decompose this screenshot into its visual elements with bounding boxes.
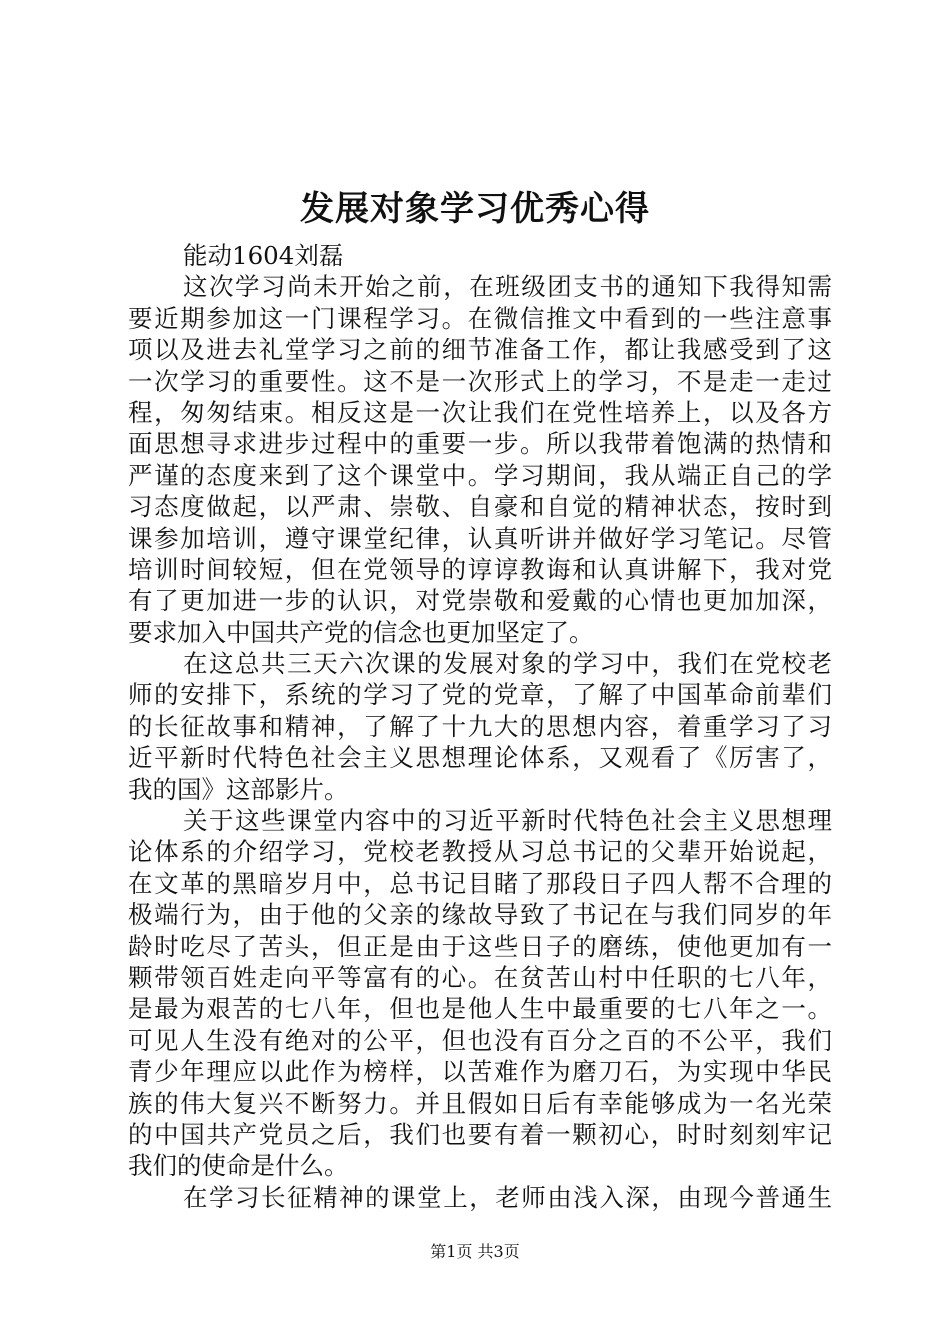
paragraph-line: 的长征故事和精神，了解了十九大的思想内容，着重学习了习 [128, 711, 832, 741]
paragraph-line: 程，匆匆结束。相反这是一次让我们在党性培养上，以及各方 [128, 397, 832, 427]
paragraph-line: 的中国共产党员之后，我们也要有着一颗初心，时时刻刻牢记 [128, 1119, 832, 1149]
paragraph-line: 在文革的黑暗岁月中，总书记目睹了那段日子四人帮不合理的 [128, 868, 832, 898]
paragraph-line: 面思想寻求进步过程中的重要一步。所以我带着饱满的热情和 [128, 429, 832, 459]
paragraph-line: 要近期参加这一门课程学习。在微信推文中看到的一些注意事 [128, 303, 832, 333]
paragraph-line: 项以及进去礼堂学习之前的细节准备工作，都让我感受到了这 [128, 335, 832, 365]
paragraph-line: 关于这些课堂内容中的习近平新时代特色社会主义思想理 [183, 806, 832, 836]
paragraph-line: 习态度做起，以严肃、崇敬、自豪和自觉的精神状态，按时到 [128, 492, 832, 522]
paragraph-line: 龄时吃尽了苦头，但正是由于这些日子的磨练，使他更加有一 [128, 931, 832, 961]
paragraph-line: 是最为艰苦的七八年，但也是他人生中最重要的七八年之一。 [128, 994, 832, 1024]
paragraph-line: 族的伟大复兴不断努力。并且假如日后有幸能够成为一名光荣 [128, 1088, 832, 1118]
document-body [128, 240, 832, 1213]
paragraph-line: 论体系的介绍学习，党校老教授从习总书记的父辈开始说起， [128, 837, 832, 867]
paragraph-line: 极端行为，由于他的父亲的缘故导致了书记在与我们同岁的年 [128, 900, 832, 930]
paragraph-line: 可见人生没有绝对的公平，但也没有百分之百的不公平，我们 [128, 1025, 832, 1055]
paragraph-line: 师的安排下，系统的学习了党的党章，了解了中国革命前辈们 [128, 680, 832, 710]
paragraph-line: 青少年理应以此作为榜样，以苦难作为磨刀石，为实现中华民 [128, 1057, 832, 1087]
paragraph-line: 我们的使命是什么。 [128, 1151, 349, 1181]
paragraph-line: 一次学习的重要性。这不是一次形式上的学习，不是走一走过 [128, 366, 832, 396]
author-line: 能动1604刘磊 [183, 241, 344, 270]
page-footer: 第1页 共3页 [430, 1242, 520, 1261]
paragraph-line: 这次学习尚未开始之前，在班级团支书的通知下我得知需 [183, 272, 832, 302]
document-title: 发展对象学习优秀心得 [300, 189, 650, 229]
paragraph-line: 在这总共三天六次课的发展对象的学习中，我们在党校老 [183, 649, 832, 679]
paragraph [128, 805, 832, 1182]
paragraph-line: 在学习长征精神的课堂上，老师由浅入深，由现今普通生 [183, 1182, 832, 1212]
paragraph-line: 我的国》这部影片。 [128, 774, 349, 804]
paragraph-line: 要求加入中国共产党的信念也更加坚定了。 [128, 617, 594, 647]
paragraph [128, 271, 832, 648]
paragraph-line: 有了更加进一步的认识，对党崇敬和爱戴的心情也更加加深， [128, 586, 832, 616]
paragraph [128, 1182, 832, 1213]
paragraph [128, 648, 832, 805]
paragraph-line: 近平新时代特色社会主义思想理论体系，又观看了《厉害了， [128, 743, 832, 773]
paragraph-line: 课参加培训，遵守课堂纪律，认真听讲并做好学习笔记。尽管 [128, 523, 832, 553]
paragraph-line: 培训时间较短，但在党领导的谆谆教诲和认真讲解下，我对党 [128, 554, 832, 584]
paragraph-line: 颗带领百姓走向平等富有的心。在贫苦山村中任职的七八年， [128, 962, 832, 992]
paragraph-line: 严谨的态度来到了这个课堂中。学习期间，我从端正自己的学 [128, 460, 832, 490]
